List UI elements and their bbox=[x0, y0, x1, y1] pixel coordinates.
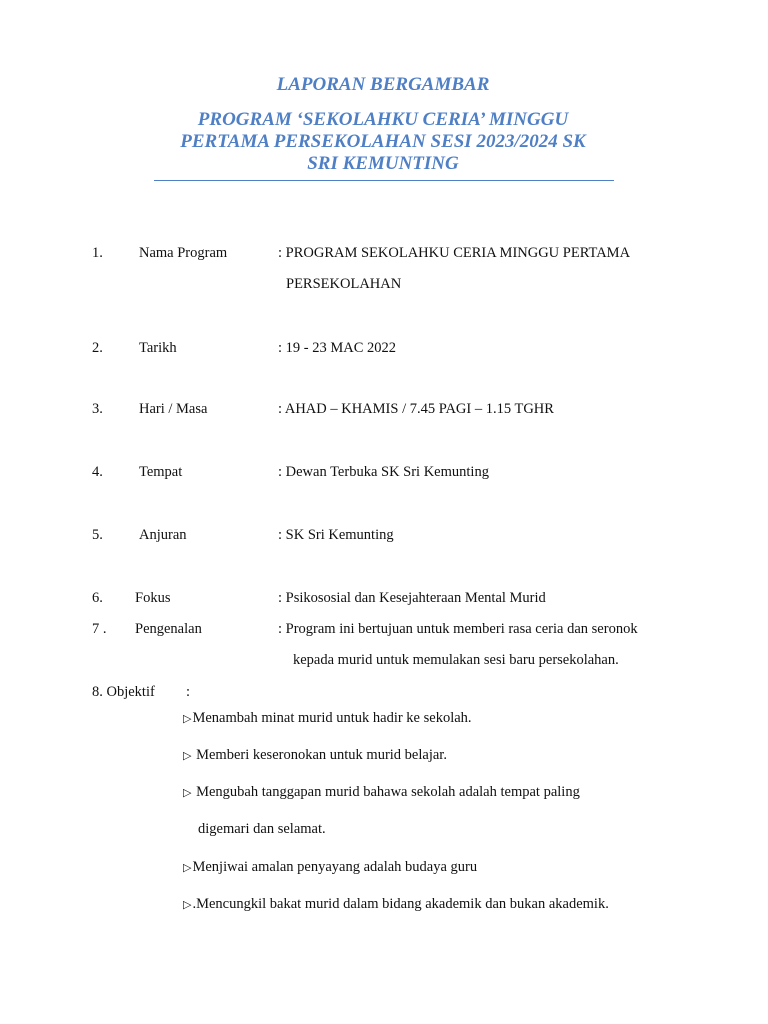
objektif-bullet bbox=[183, 709, 472, 728]
item-number: 6. bbox=[92, 590, 103, 606]
program-title-line-1: PROGRAM ‘SEKOLAHKU CERIA’ MINGGU bbox=[197, 109, 569, 130]
item-value-nama-program-cont: PERSEKOLAHAN bbox=[286, 276, 402, 292]
objektif-text: .Mencungkil bakat murid dalam bidang akademik dan bukan akademik. bbox=[192, 896, 609, 912]
item-value-anjuran: : SK Sri Kemunting bbox=[278, 527, 394, 543]
objektif-bullet bbox=[183, 895, 609, 914]
item-label-hari-masa: Hari / Masa bbox=[139, 401, 208, 417]
item-number: 4. bbox=[92, 464, 103, 480]
item-label-pengenalan: Pengenalan bbox=[135, 621, 202, 637]
objektif-text-cont: digemari dan selamat. bbox=[198, 821, 326, 837]
item-value-fokus: : Psikososial dan Kesejahteraan Mental Murid bbox=[278, 590, 546, 606]
item-number: 1. bbox=[92, 245, 103, 261]
item-value-hari-masa: : AHAD – KHAMIS / 7.45 PAGI – 1.15 TGHR bbox=[278, 401, 554, 417]
objektif-text: Memberi keseronokan untuk murid belajar. bbox=[192, 747, 447, 763]
objektif-bullet bbox=[183, 783, 580, 802]
triangle-bullet-icon: ▷ bbox=[183, 862, 192, 874]
item-value-nama-program: : PROGRAM SEKOLAHKU CERIA MINGGU PERTAMA bbox=[278, 245, 631, 261]
item-label-nama-program: Nama Program bbox=[139, 245, 228, 261]
item-value-tarikh: : 19 - 23 MAC 2022 bbox=[278, 340, 397, 356]
objektif-bullet bbox=[183, 858, 477, 877]
triangle-bullet-icon: ▷ bbox=[183, 787, 192, 799]
item-value-pengenalan: : Program ini bertujuan untuk memberi rasa ceria dan seronok bbox=[278, 621, 638, 637]
objektif-text: Menambah minat murid untuk hadir ke sekolah. bbox=[192, 710, 472, 726]
title-divider bbox=[154, 180, 614, 181]
triangle-bullet-icon: ▷ bbox=[183, 713, 192, 725]
item-label-fokus: Fokus bbox=[135, 590, 171, 606]
program-title-line-2: PERTAMA PERSEKOLAHAN SESI 2023/2024 SK bbox=[180, 131, 586, 152]
program-title bbox=[140, 109, 626, 175]
item-number: 2. bbox=[92, 340, 103, 356]
triangle-bullet-icon: ▷ bbox=[183, 899, 192, 911]
objektif-text: Mengubah tanggapan murid bahawa sekolah adalah tempat paling bbox=[192, 784, 580, 800]
item-label-tarikh: Tarikh bbox=[139, 340, 177, 356]
objektif-text: Menjiwai amalan penyayang adalah budaya guru bbox=[192, 859, 478, 875]
objektif-label: 8. Objektif bbox=[92, 684, 155, 700]
objektif-bullet bbox=[183, 746, 447, 765]
report-title: LAPORAN BERGAMBAR bbox=[276, 74, 490, 95]
item-number: 5. bbox=[92, 527, 103, 543]
objektif-colon: : bbox=[186, 684, 191, 700]
item-label-tempat: Tempat bbox=[139, 464, 183, 480]
item-number: 7 . bbox=[92, 621, 107, 637]
triangle-bullet-icon: ▷ bbox=[183, 750, 192, 762]
item-label-anjuran: Anjuran bbox=[139, 527, 187, 543]
item-value-tempat: : Dewan Terbuka SK Sri Kemunting bbox=[278, 464, 489, 480]
item-value-pengenalan-cont: kepada murid untuk memulakan sesi baru persekolahan. bbox=[293, 652, 619, 668]
program-title-line-3: SRI KEMUNTING bbox=[307, 153, 459, 174]
item-number: 3. bbox=[92, 401, 103, 417]
